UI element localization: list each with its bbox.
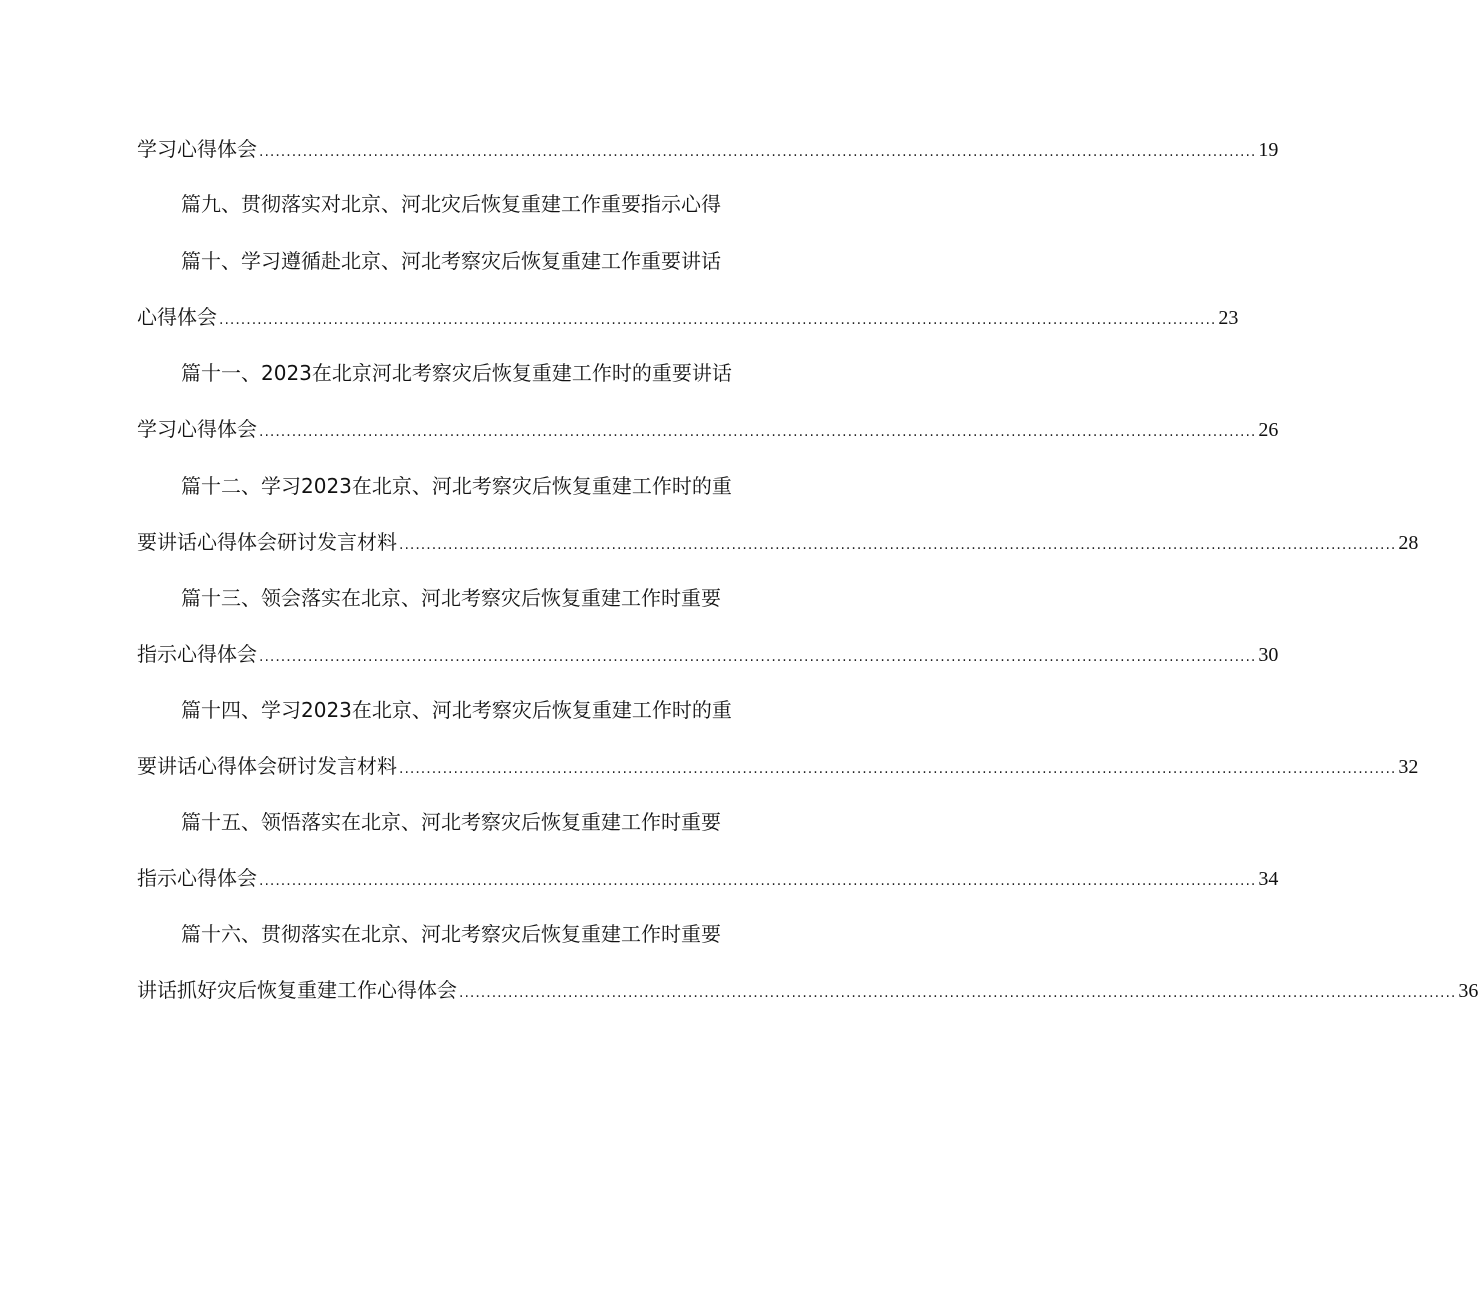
toc-leader-dots: ....................................................................................................................................................................................... [399, 761, 1397, 777]
toc-entry-title[interactable]: 篇十三、领会落实在北京、河北考察灾后恢复重建工作时重要 [181, 586, 721, 610]
toc-leader-dots: ....................................................................................................................................................................................... [259, 144, 1257, 160]
toc-entry-title[interactable]: 篇十四、学习2023在北京、河北考察灾后恢复重建工作时的重 [181, 698, 732, 722]
toc-entry-last-line[interactable] [137, 638, 1279, 670]
toc-entry-text: 学习心得体会 [137, 417, 257, 441]
toc-entry-last-line[interactable] [137, 750, 1419, 782]
toc-entry-last-line[interactable] [137, 974, 1478, 1006]
toc-entry-title[interactable]: 篇十六、贯彻落实在北京、河北考察灾后恢复重建工作时重要 [181, 922, 721, 946]
toc-leader-dots: ....................................................................................................................................................................................... [399, 537, 1397, 553]
toc-leader-dots: ....................................................................................................................................................................................... [259, 424, 1257, 440]
toc-entry-title[interactable]: 篇十五、领悟落实在北京、河北考察灾后恢复重建工作时重要 [181, 810, 721, 834]
toc-entry-last-line[interactable] [137, 413, 1279, 445]
toc-page-number: 26 [1258, 419, 1279, 441]
toc-entry-text: 要讲话心得体会研讨发言材料 [137, 754, 397, 778]
toc-page-number: 34 [1258, 868, 1279, 890]
toc-leader-dots: ....................................................................................................................................................................................... [259, 873, 1257, 889]
toc-page-number: 32 [1398, 756, 1419, 778]
toc-entry-title[interactable]: 篇十二、学习2023在北京、河北考察灾后恢复重建工作时的重 [181, 474, 732, 498]
toc-entry-last-line[interactable] [137, 301, 1239, 333]
toc-leader-dots: ....................................................................................................................................................................................... [219, 312, 1217, 328]
toc-page-number: 23 [1218, 307, 1239, 329]
toc-entry-last-line[interactable] [137, 862, 1279, 894]
toc-entry-text: 学习心得体会 [137, 137, 257, 161]
toc-leader-dots: ....................................................................................................................................................................................... [459, 985, 1457, 1001]
toc-entry-text: 心得体会 [137, 305, 217, 329]
toc-page-number: 36 [1458, 980, 1478, 1002]
toc-entry-title[interactable]: 篇十、学习遵循赴北京、河北考察灾后恢复重建工作重要讲话 [181, 249, 721, 273]
toc-entry-title[interactable]: 篇九、贯彻落实对北京、河北灾后恢复重建工作重要指示心得 [181, 192, 721, 216]
toc-entry-text: 讲话抓好灾后恢复重建工作心得体会 [137, 978, 457, 1002]
toc-entry-last-line[interactable] [137, 133, 1279, 165]
toc-page-number: 19 [1258, 139, 1279, 161]
toc-entry-last-line[interactable] [137, 526, 1419, 558]
toc-entry-text: 指示心得体会 [137, 866, 257, 890]
toc-entry-text: 要讲话心得体会研讨发言材料 [137, 530, 397, 554]
toc-entry-text: 指示心得体会 [137, 642, 257, 666]
toc-entry-title[interactable]: 篇十一、2023在北京河北考察灾后恢复重建工作时的重要讲话 [181, 361, 732, 385]
toc-leader-dots: ....................................................................................................................................................................................... [259, 649, 1257, 665]
toc-page-number: 30 [1258, 644, 1279, 666]
toc-page-number: 28 [1398, 532, 1419, 554]
